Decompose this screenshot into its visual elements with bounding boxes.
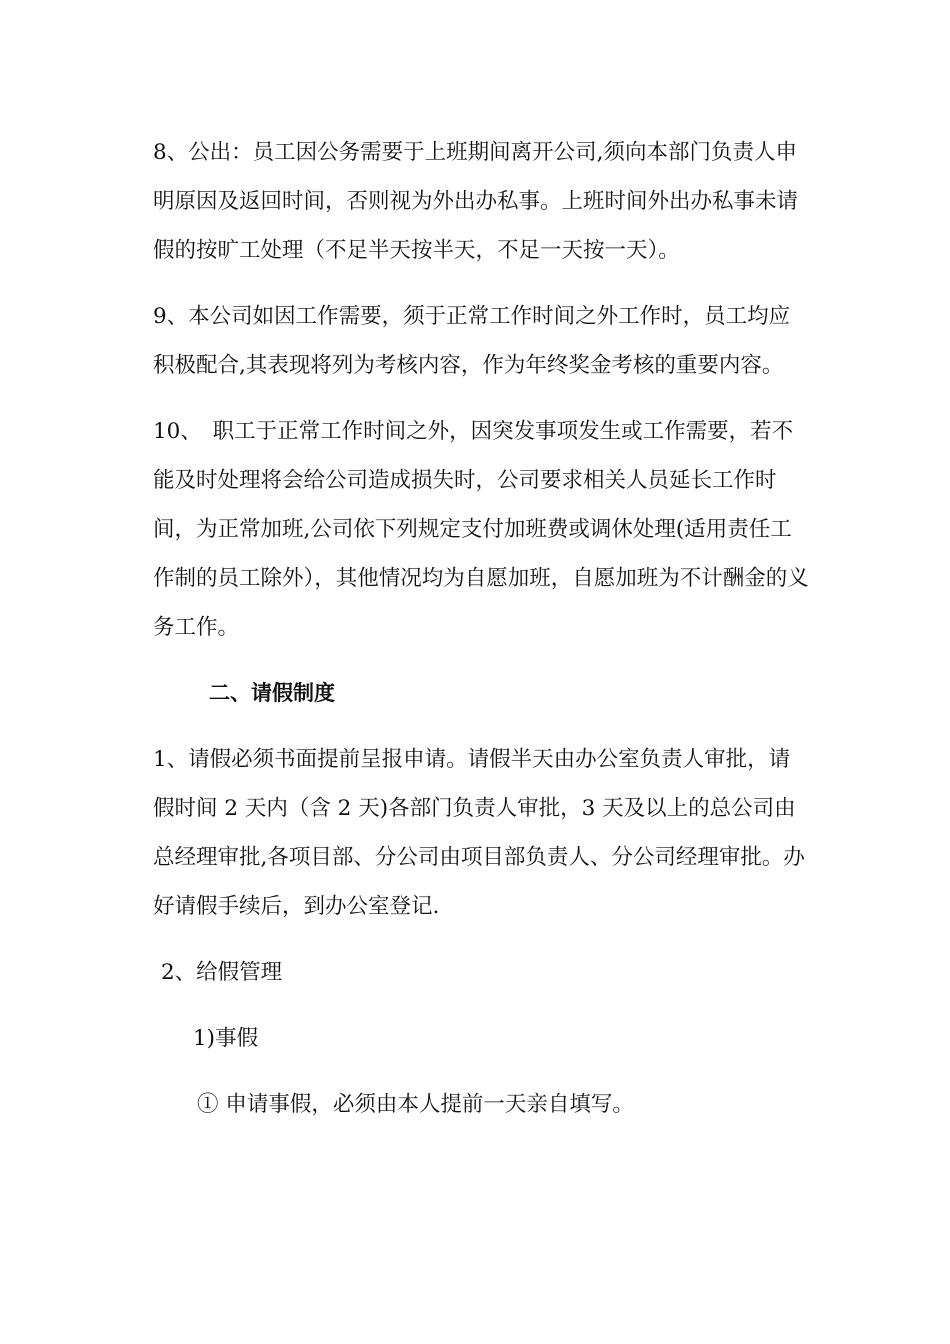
- paragraph-item-9: [145, 292, 810, 390]
- paragraph-personal-leave-1: ① 申请事假，必须由本人提前一天亲自填写。: [197, 1092, 634, 1117]
- paragraph-item-9-text: 9、本公司如因工作需要，须于正常工作时间之外工作时，员工均应积极配合,其表现将列为考核内容，作为年终奖金考核的重要内容。: [153, 304, 791, 378]
- document-body: [145, 128, 810, 1129]
- paragraph-item-10: [145, 407, 810, 652]
- paragraph-item-8: [145, 128, 810, 275]
- paragraph-item-8-text: 8、公出：员工因公务需要于上班期间离开公司,须向本部门负责人申明原因及返回时间，否则视为外出办私事。上班时间外出办私事未请假的按旷工处理（不足半天按半天，不足一天按一天）。: [153, 140, 799, 263]
- paragraph-item-10-text: 10、 职工于正常工作时间之外，因突发事项发生或工作需要，若不能及时处理将会给公司造成损失时，公司要求相关人员延长工作时间，为正常加班,公司依下列规定支付加班费或调休处理(适用责任工作制的员工除外），其他情况均为自愿加班，自愿加班为不计酬金的义务工作。: [153, 419, 809, 640]
- paragraph-leave-1-text: 1、请假必须书面提前呈报申请。请假半天由办公室负责人审批，请假时间 2 天内（含 2 天)各部门负责人审批，3 天及以上的总公司由总经理审批,各项目部、分公司由项目部负责人、分公司经理审批。办好请假手续后，到办公室登记.: [153, 747, 805, 919]
- section-heading-leave-policy: 二、请假制度: [209, 681, 335, 705]
- paragraph-leave-1: [145, 735, 810, 931]
- subheading-personal-leave: 1)事假: [193, 1026, 259, 1051]
- paragraph-leave-2: 2、给假管理: [161, 960, 283, 985]
